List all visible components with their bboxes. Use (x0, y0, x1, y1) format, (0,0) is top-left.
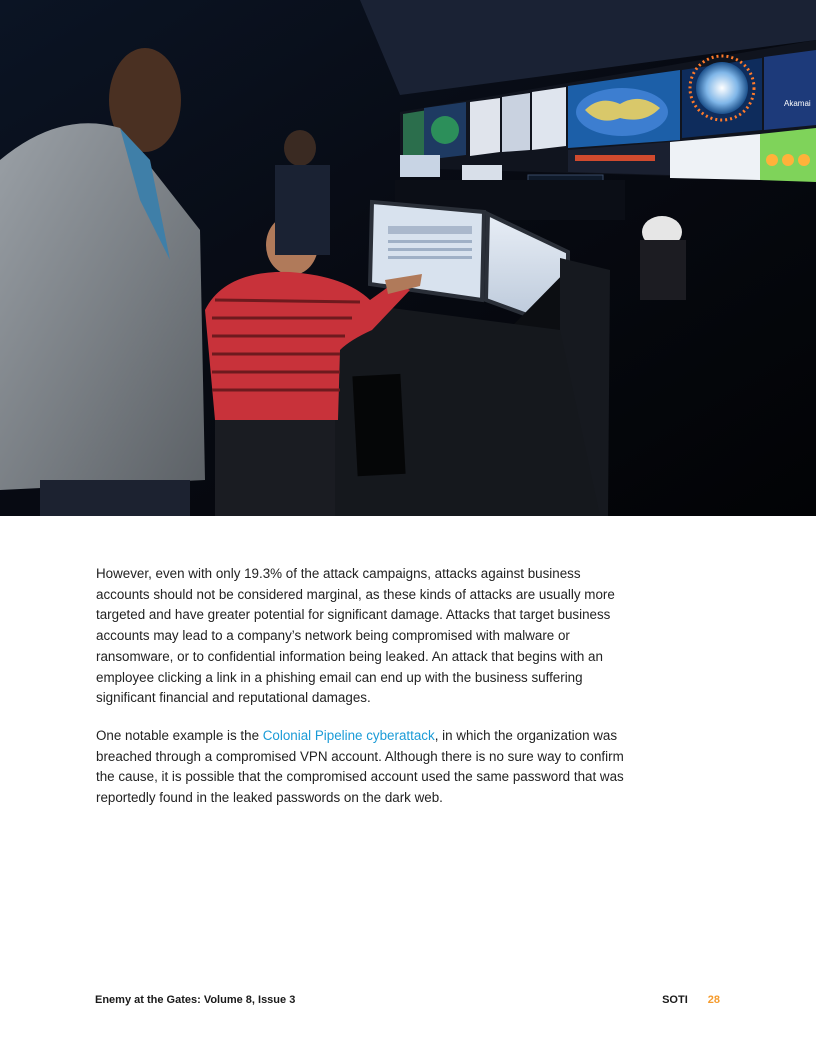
paragraph-1: However, even with only 19.3% of the attack campaigns, attacks against business accounts should not be considered marginal, as these kinds of attacks are usually more targeted and have greater potential for significant damage. Attacks that target business accounts may lead to a company’s network being compromised with malware or ransomware, or to confidential information being leaked. An attack that begins with an employee clicking a link in a phishing email can end up with the business suffering significant financial and reputational damages. (96, 566, 615, 706)
soc-photo-illustration (0, 0, 816, 516)
paragraph-2 (96, 726, 626, 809)
footer-title: Enemy at the Gates: Volume 8, Issue 3 (95, 994, 296, 1006)
page-number: 28 (707, 994, 720, 1006)
wall-logo-text: Akamai (784, 99, 811, 108)
footer-brand: SOTI (662, 994, 688, 1006)
hero-photo (0, 0, 816, 516)
paragraph-2-lead: One notable example is the (96, 727, 263, 743)
paragraph-2-rest: , in which the organization was breached through a compromised VPN account. Although there is no sure way to confirm the cause, it is possible that the compromised account used the same password that was reportedly found in the leaked passwords on the dark web. (96, 727, 624, 806)
colonial-pipeline-link[interactable]: Colonial Pipeline cyberattack (262, 727, 435, 743)
article-body (96, 564, 626, 826)
footer-right (662, 994, 720, 1006)
